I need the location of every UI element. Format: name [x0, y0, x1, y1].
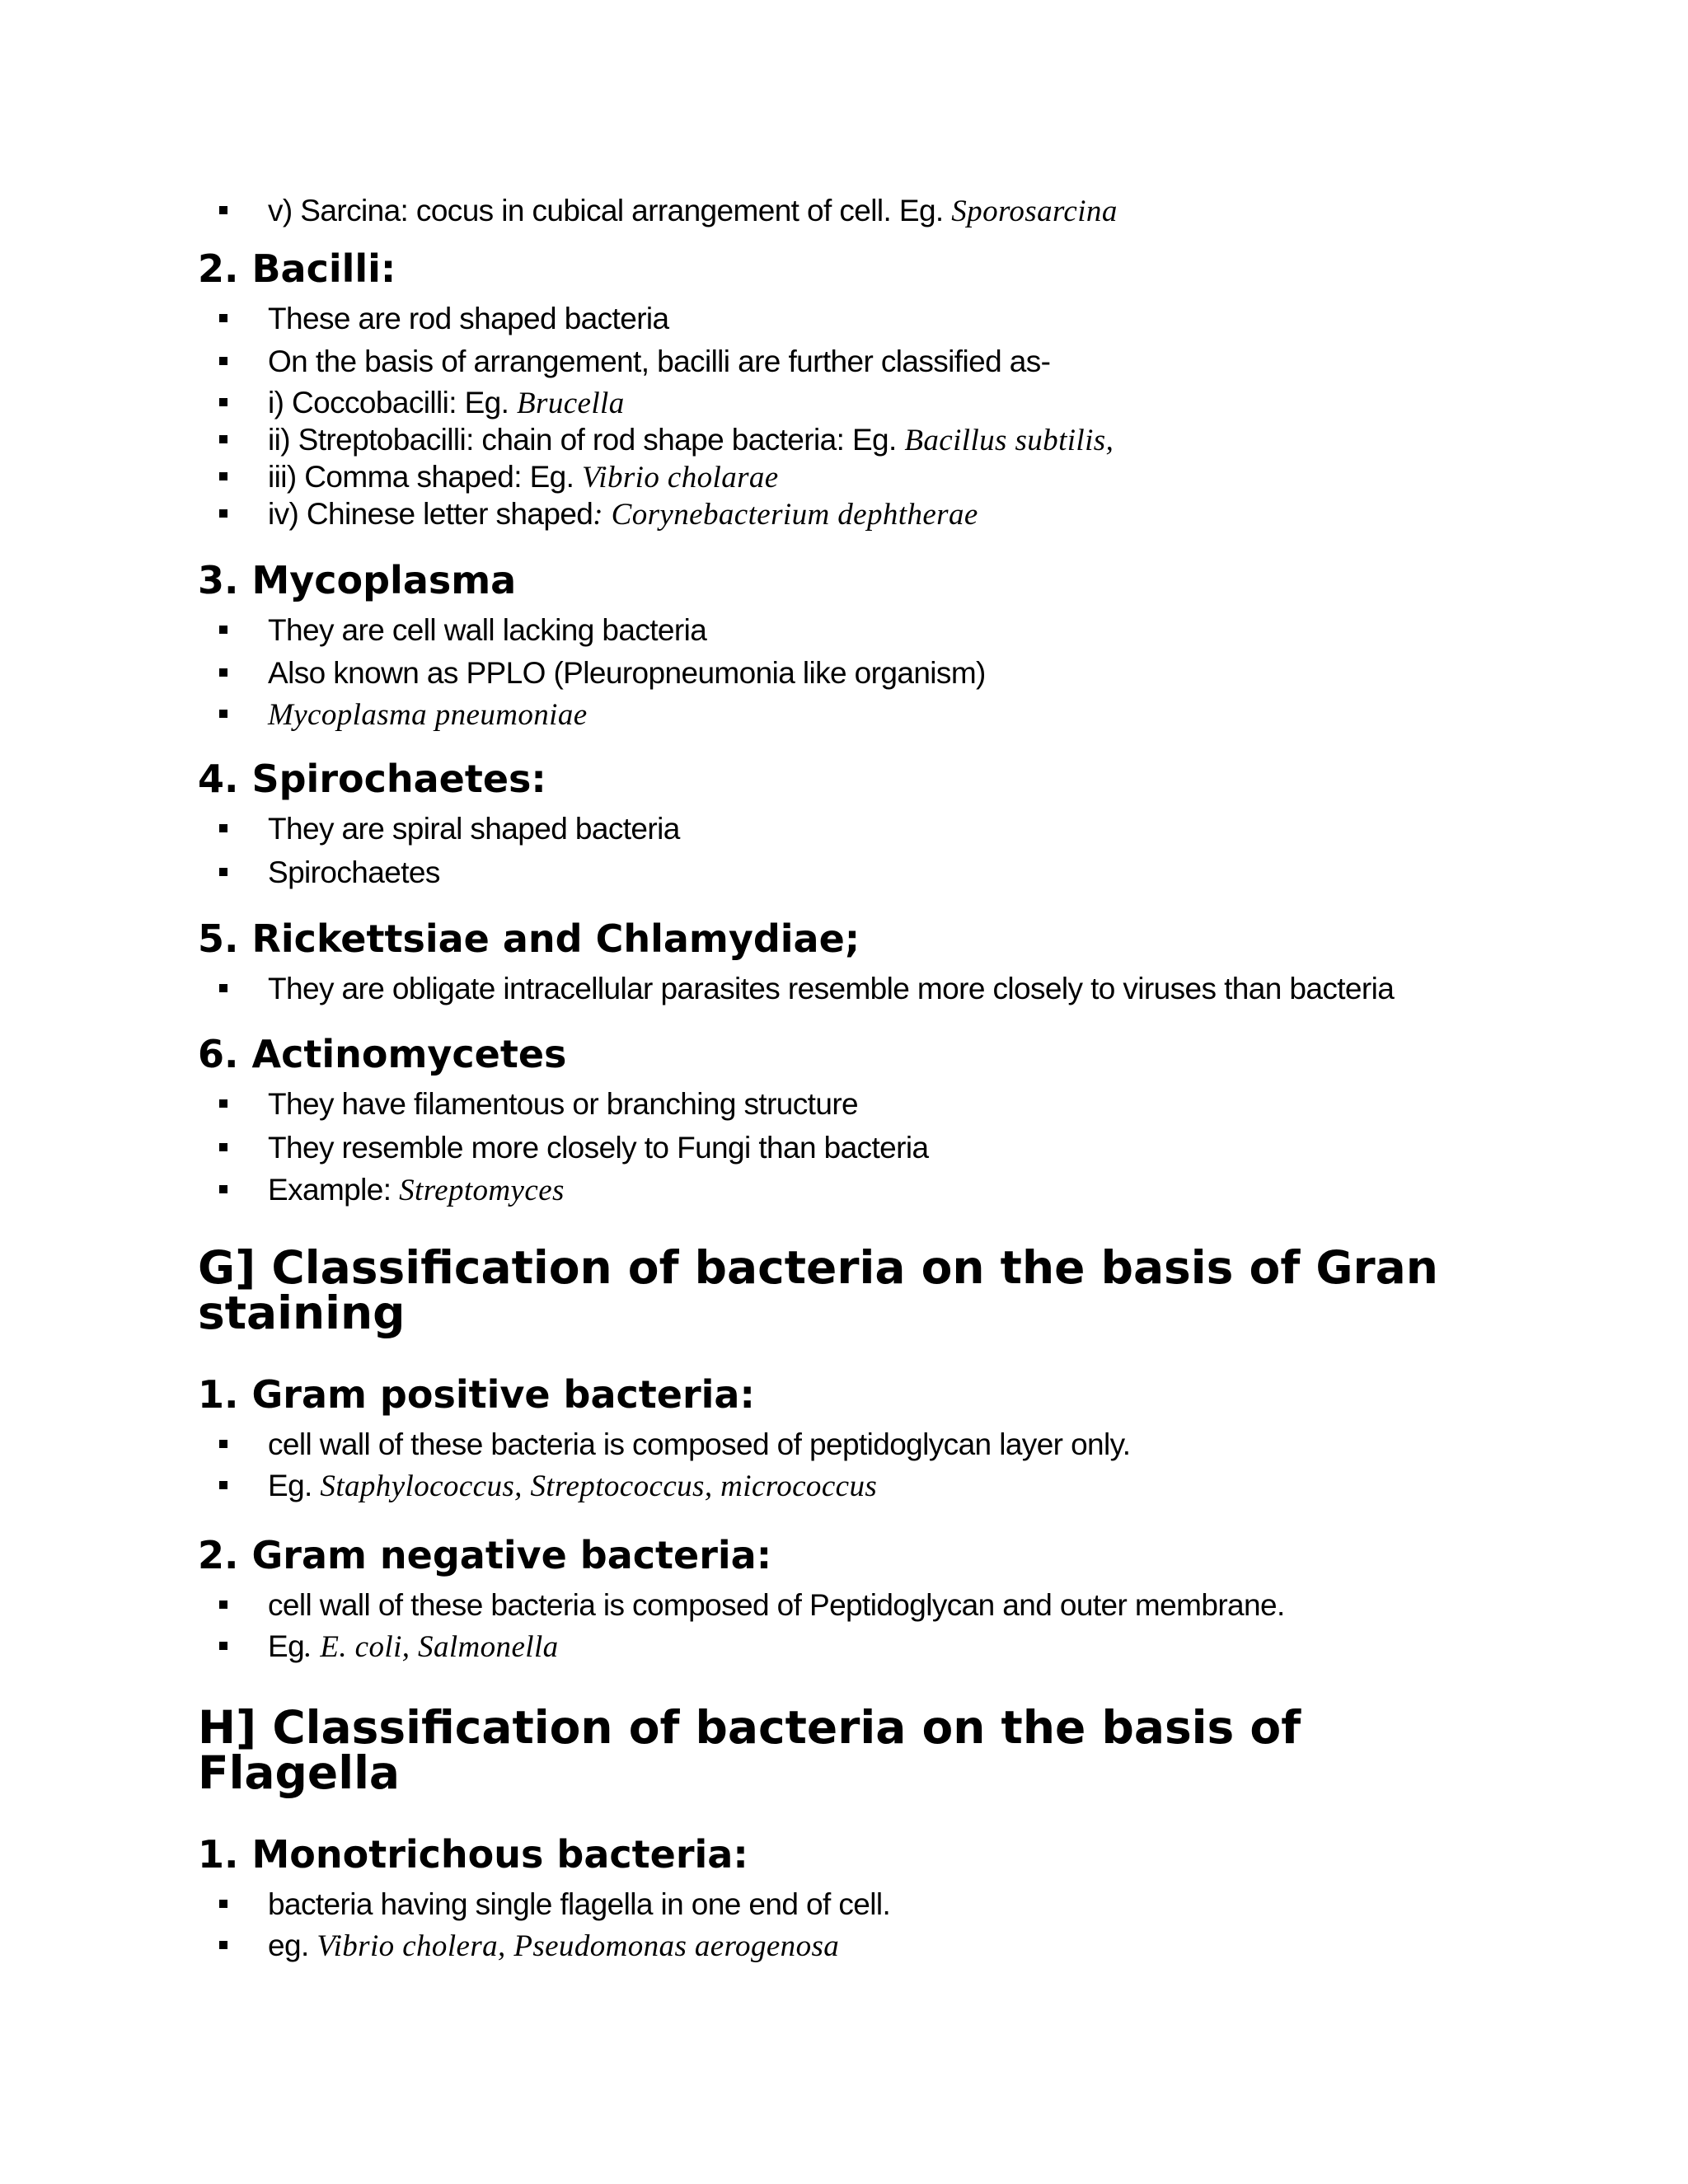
list-mycoplasma [198, 611, 1517, 733]
list-item: cell wall of these bacteria is composed of Peptidoglycan and outer membrane. [198, 1586, 1517, 1625]
square-bullet-icon [219, 668, 227, 677]
square-bullet-icon [219, 1481, 227, 1489]
square-bullet-icon [219, 984, 227, 992]
list-sarcina [198, 191, 1517, 232]
heading-gram-negative: 2. Gram negative bacteria: [198, 1533, 772, 1577]
list-item: Eg. Staphylococcus, Streptococcus, micrococcus [198, 1465, 1517, 1508]
list-bacilli [198, 299, 1517, 533]
list-item: iv) Chinese letter shaped: Corynebacterium dephtherae [198, 496, 1517, 533]
heading-mycoplasma: 3. Mycoplasma [198, 558, 517, 602]
square-bullet-icon [219, 314, 227, 322]
section-title-flagella: H] Classification of bacteria on the basis of Flagella [198, 1701, 1301, 1799]
heading-gram-positive: 1. Gram positive bacteria: [198, 1372, 755, 1417]
square-bullet-icon [219, 868, 227, 876]
list-item: They are obligate intracellular parasites resemble more closely to viruses than bacteria [198, 969, 1517, 1009]
square-bullet-icon [219, 1440, 227, 1448]
list-item: Example: Streptomyces [198, 1172, 1517, 1209]
square-bullet-icon [219, 1601, 227, 1609]
list-gram-negative [198, 1586, 1517, 1669]
square-bullet-icon [219, 1642, 227, 1650]
document-content [198, 191, 1517, 1968]
heading-monotrichous: 1. Monotrichous bacteria: [198, 1832, 748, 1877]
section-title-gram-staining: G] Classification of bacteria on the basis of Gran staining [198, 1241, 1438, 1339]
square-bullet-icon [219, 626, 227, 634]
heading-rickettsiae: 5. Rickettsiae and Chlamydiae; [198, 916, 860, 961]
list-item: They resemble more closely to Fungi than bacteria [198, 1124, 1517, 1172]
list-item: bacteria having single flagella in one end of cell. [198, 1885, 1517, 1924]
heading-spirochaetes: 4. Spirochaetes: [198, 757, 546, 801]
heading-actinomycetes: 6. Actinomycetes [198, 1032, 567, 1076]
square-bullet-icon [219, 1941, 227, 1949]
list-rickettsiae [198, 969, 1517, 1009]
square-bullet-icon [219, 435, 227, 443]
square-bullet-icon [219, 509, 227, 518]
list-item: Also known as PPLO (Pleuropneumonia like organism) [198, 650, 1517, 696]
list-item: They are cell wall lacking bacteria [198, 611, 1517, 650]
square-bullet-icon [219, 206, 227, 214]
list-item: Spirochaetes [198, 849, 1517, 897]
list-item: i) Coccobacilli: Eg. Brucella [198, 385, 1517, 422]
list-item: Mycoplasma pneumoniae [198, 696, 1517, 733]
square-bullet-icon [219, 472, 227, 480]
list-spirochaetes [198, 809, 1517, 897]
list-item: v) Sarcina: cocus in cubical arrangement of cell. Eg. Sporosarcina [198, 191, 1517, 232]
list-gram-positive [198, 1425, 1517, 1508]
list-item: They have filamentous or branching structure [198, 1085, 1517, 1124]
square-bullet-icon [219, 1900, 227, 1908]
list-monotrichous [198, 1885, 1517, 1968]
square-bullet-icon [219, 824, 227, 832]
square-bullet-icon [219, 357, 227, 365]
list-item: iii) Comma shaped: Eg. Vibrio cholarae [198, 459, 1517, 496]
square-bullet-icon [219, 1099, 227, 1108]
list-item: They are spiral shaped bacteria [198, 809, 1517, 849]
list-item: eg. Vibrio cholera, Pseudomonas aerogenosa [198, 1924, 1517, 1968]
list-item: On the basis of arrangement, bacilli are further classified as- [198, 339, 1517, 385]
square-bullet-icon [219, 1143, 227, 1151]
square-bullet-icon [219, 398, 227, 406]
list-actinomycetes [198, 1085, 1517, 1209]
list-item: cell wall of these bacteria is composed of peptidoglycan layer only. [198, 1425, 1517, 1465]
square-bullet-icon [219, 710, 227, 718]
list-item: ii) Streptobacilli: chain of rod shape bacteria: Eg. Bacillus subtilis, [198, 422, 1517, 459]
list-item: Eg. E. coli, Salmonella [198, 1625, 1517, 1669]
heading-bacilli: 2. Bacilli: [198, 246, 396, 291]
square-bullet-icon [219, 1185, 227, 1193]
list-item: These are rod shaped bacteria [198, 299, 1517, 339]
